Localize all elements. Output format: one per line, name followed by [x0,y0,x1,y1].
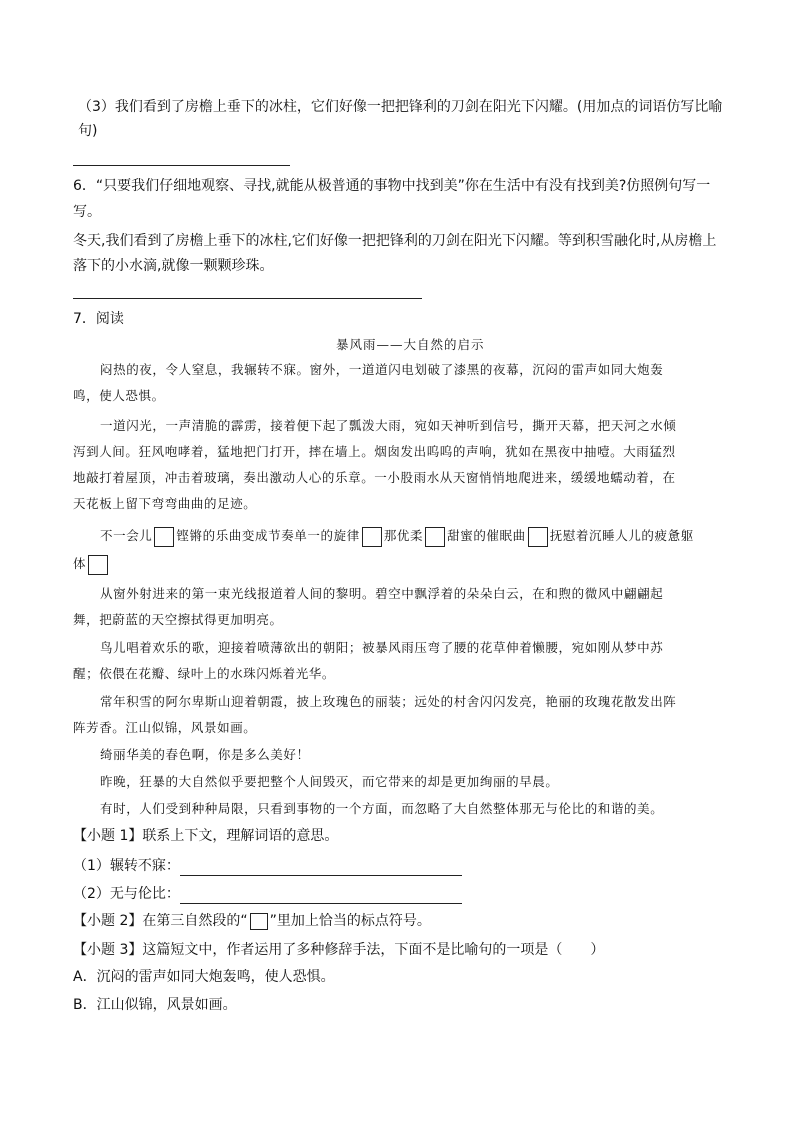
sub1-stem: 【小题 1】联系上下文，理解词语的意思。 [73,828,339,844]
punctuation-box[interactable] [88,555,108,575]
q6-line1: 6．“只要我们仔细地观察、寻找,就能从极普通的事物中找到美”你在生活中有没有找到美?仿照例句写一 [73,178,711,194]
passage-p1-line2: 鸣，使人恐惧。 [73,388,165,403]
sub3-option-b[interactable]: B．江山似锦，风景如画。 [73,997,237,1013]
q5-3-line1: （3）我们看到了房檐上垂下的冰柱，它们好像一把把锋利的刀剑在阳光下闪耀。(用加点的词语仿写比喻 [78,99,723,115]
sub1-item2-label: （2）无与伦比： [73,886,180,902]
sub2-before: 【小题 2】在第三自然段的“ [73,913,248,929]
passage-p3-seg: 铿锵的乐曲变成节奏单一的旋律 [176,528,360,543]
punctuation-box [250,913,268,930]
passage-p3-line1 [100,526,694,547]
passage-p2-line4: 天花板上留下弯弯曲曲的足迹。 [73,496,257,511]
passage-p3-seg: 那优柔 [383,528,424,543]
answer-line[interactable] [180,859,462,876]
sub1-item1 [73,856,462,876]
passage-p5-line2: 醒；依偎在花瓣、绿叶上的水珠闪烁着光华。 [73,666,336,681]
sub1-item2 [73,884,462,904]
passage-p3-seg: 抚慰着沉睡人儿的疲惫躯 [549,528,694,543]
passage-p6-line1: 常年积雪的阿尔卑斯山迎着朝霞，披上玫瑰色的丽装；远处的村舍闪闪发亮，艳丽的玫瑰花散发出阵 [100,694,677,709]
passage-p8: 昨晚，狂暴的大自然似乎要把整个人间毁灭，而它带来的却是更加绚丽的早晨。 [100,774,559,789]
punctuation-box[interactable] [154,527,174,547]
sub3-option-a[interactable]: A．沉闷的雷声如同大炮轰鸣，使人恐惧。 [73,969,335,985]
q5-3-line2: 句) [78,123,98,139]
passage-p3-seg: 甜蜜的催眠曲 [447,528,526,543]
answer-line[interactable] [73,298,422,299]
q6-example-line2: 落下的小水滴,就像一颗颗珍珠。 [73,258,274,274]
sub3-stem: 【小题 3】这篇短文中，作者运用了多种修辞手法，下面不是比喻句的一项是（ ） [73,942,605,958]
punctuation-box[interactable] [362,527,382,547]
sub1-item1-label: （1）辗转不寐： [73,858,180,874]
sub2-after: ”里加上恰当的标点符号。 [269,913,431,929]
passage-p1-line1: 闷热的夜，令人窒息，我辗转不寐。窗外，一道道闪电划破了漆黑的夜幕，沉闷的雷声如同大炮轰 [100,362,664,377]
passage-p6-line2: 阵芳香。江山似锦，风景如画。 [73,720,257,735]
passage-p4-line1: 从窗外射进来的第一束光线报道着人间的黎明。碧空中飘浮着的朵朵白云，在和煦的微风中翩翩起 [100,586,664,601]
passage-p9: 有时，人们受到种种局限，只看到事物的一个方面，而忽略了大自然整体那无与伦比的和谐的美。 [100,801,664,816]
passage-p3-line2 [73,554,110,575]
passage-p5-line1: 鸟儿唱着欢乐的歌，迎接着喷薄欲出的朝阳；被暴风雨压弯了腰的花草伸着懒腰，宛如刚从梦中苏 [100,640,664,655]
passage-title: 暴风雨——大自然的启示 [336,337,485,352]
passage-p3-seg: 体 [73,556,87,571]
sub2-stem [73,911,431,931]
passage-p4-line2: 舞，把蔚蓝的天空擦拭得更加明亮。 [73,612,283,627]
passage-p2-line1: 一道闪光，一声清脆的霹雳，接着便下起了瓢泼大雨，宛如天神听到信号，撕开天幕，把天河之水倾 [100,418,677,433]
answer-line[interactable] [73,165,290,166]
q6-line2: 写。 [73,204,101,220]
q6-example-line1: 冬天,我们看到了房檐上垂下的冰柱,它们好像一把把锋利的刀剑在阳光下闪耀。等到积雪融化时,从房檐上 [73,233,717,249]
passage-p3-seg: 不一会儿 [100,528,153,543]
punctuation-box[interactable] [425,527,445,547]
passage-p7: 绮丽华美的春色啊，你是多么美好！ [100,747,310,762]
passage-p2-line2: 泻到人间。狂风咆哮着，猛地把门打开，摔在墙上。烟囱发出呜呜的声响，犹如在黑夜中抽噎。大雨猛烈 [73,444,676,459]
answer-line[interactable] [180,887,462,904]
passage-p2-line3: 地敲打着屋顶，冲击着玻璃，奏出激动人心的乐章。一小股雨水从天窗悄悄地爬进来，缓缓地蠕动着，在 [73,470,676,485]
punctuation-box[interactable] [528,527,548,547]
q7-heading: 7．阅读 [73,311,124,327]
